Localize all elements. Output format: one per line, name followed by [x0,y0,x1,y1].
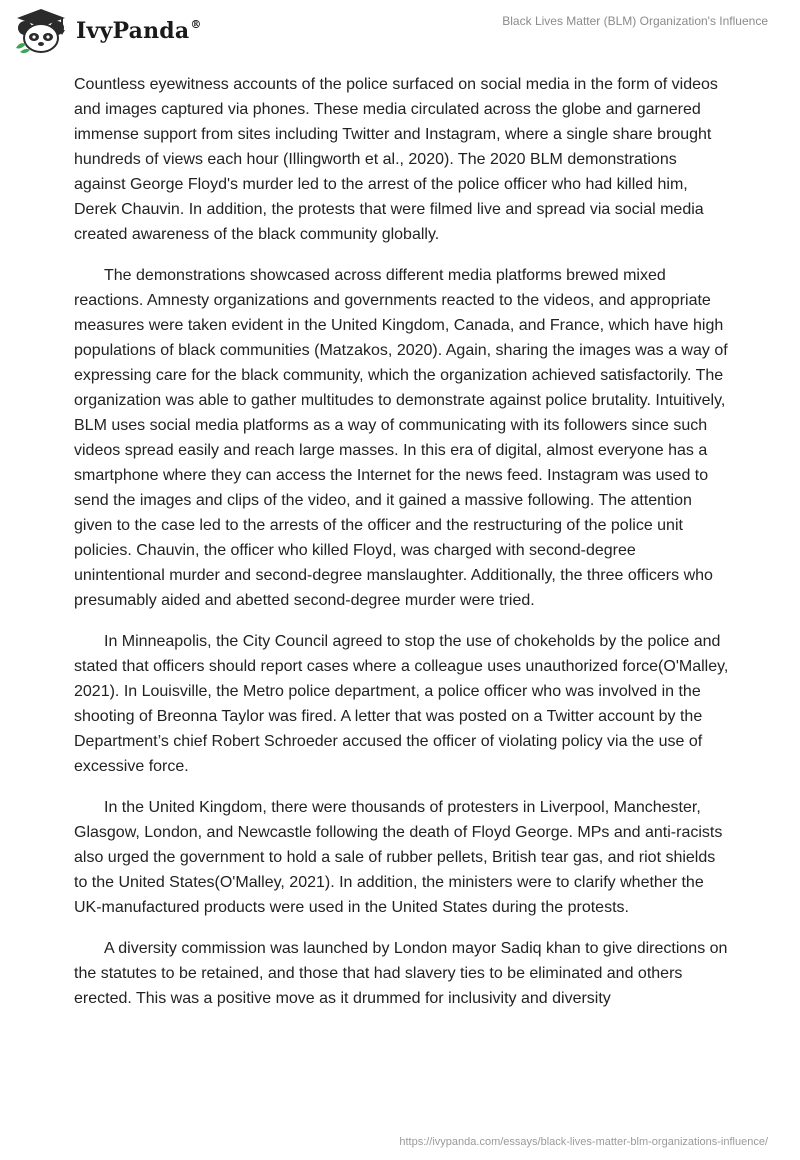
brand-name: IvyPanda® [76,18,202,44]
paragraph: Countless eyewitness accounts of the police surfaced on social media in the form of videos and images captured via phones. These media circulated across the globe and garnered immense support from sites including Twitter and Instagram, where a single share brought hundreds of views each hour (Illingworth et al., 2020). The 2020 BLM demonstrations against George Floyd's murder led to the arrest of the police officer who had killed him, Derek Chauvin. In addition, the protests that were filmed live and spread via social media created awareness of the black community globally. [74,76,718,243]
brand-logo[interactable] [14,8,202,54]
registered-mark: ® [190,18,202,31]
source-url[interactable]: https://ivypanda.com/essays/black-lives-matter-blm-organizations-influence/ [399,1136,768,1148]
paragraph: In the United Kingdom, there were thousands of protesters in Liverpool, Manchester, Glasgow, London, and Newcastle following the death of Floyd George. MPs and anti-racists also urged the government to hold a sale of rubber pellets, British tear gas, and riot shields to the United States(O'Malley, 2021). In addition, the ministers were to clarify whether the UK-manufactured products were used in the United States during the protests. [74,799,723,916]
paragraph: In Minneapolis, the City Council agreed to stop the use of chokeholds by the police and stated that officers should report cases where a colleague uses unauthorized force(O'Malley, 2021). In Louisville, the Metro police department, a police officer who was involved in the shooting of Breonna Taylor was fired. A letter that was posted on a Twitter account by the Department’s chief Robert Schroeder accused the officer of violating policy via the use of excessive force. [74,633,729,775]
panda-graduate-icon [14,8,68,54]
page-header [0,0,800,64]
essay-body [74,72,730,1027]
document-title: Black Lives Matter (BLM) Organization's Influence [502,14,768,28]
paragraph: A diversity commission was launched by London mayor Sadiq khan to give directions on the statutes to be retained, and those that had slavery ties to be eliminated and others erected. This was a positive move as it drummed for inclusivity and diversity [74,940,728,1007]
paragraph: The demonstrations showcased across different media platforms brewed mixed reactions. Amnesty organizations and governments reacted to the videos, and appropriate measures were taken evident in the United Kingdom, Canada, and France, which have high populations of black communities (Matzakos, 2020). Again, sharing the images was a way of expressing care for the black community, which the organization achieved satisfactorily. The organization was able to gather multitudes to demonstrate against police brutality. Intuitively, BLM uses social media platforms as a way of communicating with its followers since such videos spread easily and reach large masses. In this era of digital, almost everyone has a smartphone where they can access the Internet for the news feed. Instagram was used to send the images and clips of the video, and it gained a massive following. The attention given to the case led to the arrests of the officer and the restructuring of the police unit policies. Chauvin, the officer who killed Floyd, was charged with second-degree unintentional murder and second-degree manslaughter. Additionally, the three officers who presumably aided and abetted second-degree murder were tried. [74,267,728,609]
